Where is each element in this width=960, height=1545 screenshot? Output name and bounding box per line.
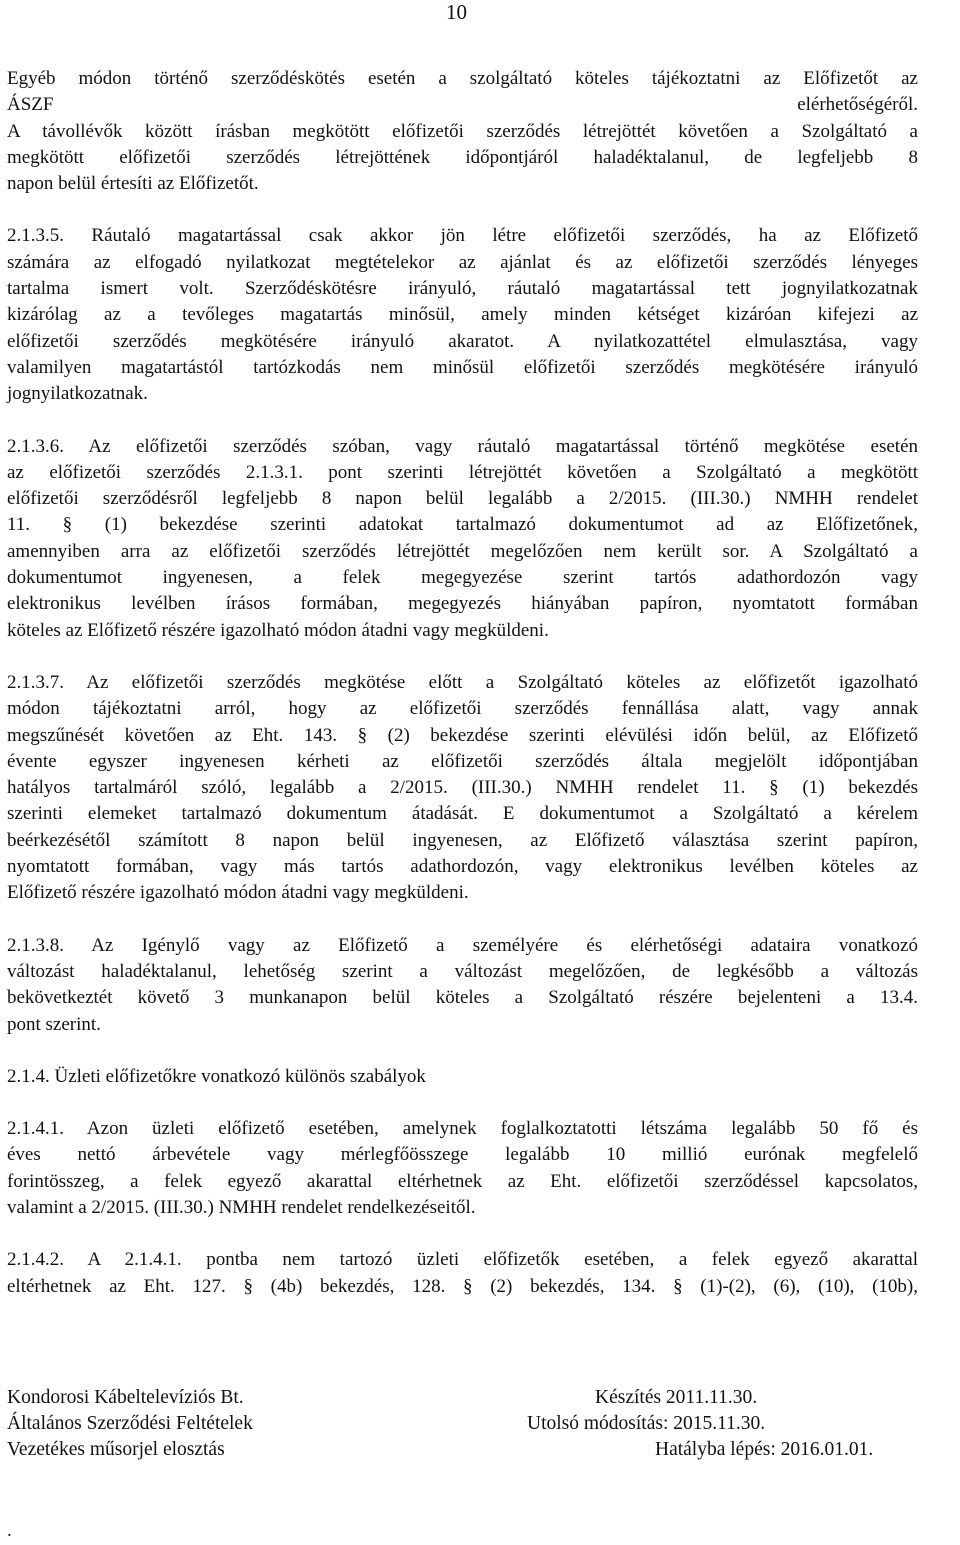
text-line: 2.1.3.8. Az Igénylő vagy az Előfizető a személyére és elérhetőségi adataira vonatkozó bbox=[7, 934, 918, 956]
text-line: 2.1.4.2. A 2.1.4.1. pontba nem tartozó üzleti előfizetők esetében, a felek egyező akarattal bbox=[7, 1249, 918, 1271]
text-line: beérkezésétől számított 8 napon belül ingyenesen, az Előfizető választása szerint papíron, bbox=[7, 829, 918, 851]
text-line: ÁSZF elérhetőségéről. bbox=[7, 94, 918, 116]
text-line: 2.1.3.6. Az előfizetői szerződés szóban, vagy ráutaló magatartással történő megkötése esetén bbox=[7, 435, 918, 457]
text-line: köteles az Előfizető részére igazolható módon átadni vagy megküldeni. bbox=[7, 619, 549, 641]
text-line: megszűnését követően az Eht. 143. § (2) bekezdése szerinti elévülési időn belül, az Előfizető bbox=[7, 724, 918, 746]
text-line: forintösszeg, a felek egyező akarattal eltérhetnek az Eht. előfizetői szerződéssel kapcsolatos, bbox=[7, 1170, 918, 1192]
text-line: napon belül értesíti az Előfizetőt. bbox=[7, 173, 259, 195]
text-line: Előfizető részére igazolható módon átadni vagy megküldeni. bbox=[7, 882, 469, 904]
text-line: 2.1.3.5. Ráutaló magatartással csak akkor jön létre előfizetői szerződés, ha az Előfizető bbox=[7, 225, 918, 247]
text-line: 2.1.3.7. Az előfizetői szerződés megkötése előtt a Szolgáltató köteles az előfizetőt igazolható bbox=[7, 671, 918, 693]
text-line: tartalma ismert volt. Szerződéskötésre irányuló, ráutaló magatartással tett jognyilatkozatnak bbox=[7, 278, 918, 300]
text-line: évente egyszer ingyenesen kérheti az előfizetői szerződés általa megjelölt időpontjában bbox=[7, 750, 918, 772]
text-line: nyomtatott formában, vagy más tartós adathordozón, vagy elektronikus levélben köteles az bbox=[7, 856, 918, 878]
text-line: szerinti elemeket tartalmazó dokumentum átadását. E dokumentumot a Szolgáltató a kérelem bbox=[7, 803, 918, 825]
page-footer bbox=[7, 1385, 918, 1463]
text-line: 11. § (1) bekezdése szerinti adatokat tartalmazó dokumentumot ad az Előfizetőnek, bbox=[7, 514, 918, 536]
paragraph-8 bbox=[7, 1247, 918, 1300]
footer-service: Vezetékes műsorjel elosztás bbox=[7, 1439, 225, 1460]
document-body bbox=[7, 66, 918, 1326]
text-line: éves nettó árbevétele vagy mérlegfőösszege legalább 10 millió eurónak megfelelő bbox=[7, 1144, 918, 1166]
footer-modified-date: Utolsó módosítás: 2015.11.30. bbox=[527, 1413, 766, 1434]
text-line: 2.1.4.1. Azon üzleti előfizető esetében, amelynek foglalkoztatotti létszáma legalább 50 fő és bbox=[7, 1118, 918, 1140]
paragraph-3 bbox=[7, 434, 918, 644]
text-line: előfizetői szerződésről legfeljebb 8 napon belül legalább a 2/2015. (III.30.) NMHH rendelet bbox=[7, 488, 918, 510]
footer-company: Kondorosi Kábeltelevíziós Bt. bbox=[7, 1387, 244, 1408]
text-line: bekövetkeztét követő 3 munkanapon belül köteles a Szolgáltató részére bejelenteni a 13.4. bbox=[7, 987, 918, 1009]
paragraph-7 bbox=[7, 1116, 918, 1221]
text-line: módon tájékoztatni arról, hogy az előfizetői szerződés fennállása alatt, vagy annak bbox=[7, 698, 918, 720]
page-number: 10 bbox=[446, 0, 467, 24]
paragraph-4 bbox=[7, 670, 918, 907]
footer-row-2 bbox=[7, 1411, 918, 1437]
footer-effective-date: Hatályba lépés: 2016.01.01. bbox=[655, 1439, 874, 1460]
text-line: elektronikus levélben írásos formában, megegyezés hiányában papíron, nyomtatott formában bbox=[7, 593, 918, 615]
text-line: előfizetői szerződés megkötésére irányuló akaratot. A nyilatkozattétel elmulasztása, vagy bbox=[7, 330, 918, 352]
text-line: változást haladéktalanul, lehetőség szerint a változást megelőzően, de legkésőbb a változás bbox=[7, 960, 918, 982]
paragraph-5 bbox=[7, 933, 918, 1038]
footer-created-date: Készítés 2011.11.30. bbox=[595, 1387, 758, 1408]
text-line: pont szerint. bbox=[7, 1013, 101, 1035]
text-line: dokumentumot ingyenesen, a felek megegyezése szerint tartós adathordozón vagy bbox=[7, 567, 918, 589]
trailing-mark: . bbox=[7, 1520, 12, 1541]
text-line: eltérhetnek az Eht. 127. § (4b) bekezdés, 128. § (2) bekezdés, 134. § (1)-(2), (6), (10), (10b), bbox=[7, 1275, 918, 1297]
text-line: számára az elfogadó nyilatkozat megtételekor az ajánlat és az előfizetői szerződés lényeges bbox=[7, 251, 918, 273]
text-line: az előfizetői szerződés 2.1.3.1. pont szerinti létrejöttét követően a Szolgáltató a megkötött bbox=[7, 461, 918, 483]
text-line: jognyilatkozatnak. bbox=[7, 383, 148, 405]
text-line: A távollévők között írásban megkötött előfizetői szerződés létrejöttét követően a Szolgáltató a bbox=[7, 120, 918, 142]
paragraph-6 bbox=[7, 1064, 918, 1090]
paragraph-2 bbox=[7, 223, 918, 407]
text-line: hatályos tartalmáról szóló, legalább a 2/2015. (III.30.) NMHH rendelet 11. § (1) bekezdés bbox=[7, 777, 918, 799]
text-line: valamint a 2/2015. (III.30.) NMHH rendelet rendelkezéseitől. bbox=[7, 1196, 476, 1218]
text-line: amennyiben arra az előfizetői szerződés létrejöttét megelőzően nem került sor. A Szolgáltató a bbox=[7, 540, 918, 562]
footer-row-1 bbox=[7, 1385, 918, 1411]
text-line: megkötött előfizetői szerződés létrejöttének időpontjáról haladéktalanul, de legfeljebb 8 bbox=[7, 146, 918, 168]
footer-document-title: Általános Szerződési Feltételek bbox=[7, 1413, 253, 1434]
paragraph-1 bbox=[7, 66, 918, 197]
footer-row-3 bbox=[7, 1437, 918, 1463]
text-line: kizárólag az a tevőleges magatartás minősül, amely minden kétséget kizáróan kifejezi az bbox=[7, 304, 918, 326]
text-line: Egyéb módon történő szerződéskötés esetén a szolgáltató köteles tájékoztatni az Előfizetőt az bbox=[7, 68, 918, 89]
text-line: 2.1.4. Üzleti előfizetőkre vonatkozó különös szabályok bbox=[7, 1065, 426, 1087]
text-line: valamilyen magatartástól tartózkodás nem minősül előfizetői szerződés megkötésére irányuló bbox=[7, 356, 918, 378]
